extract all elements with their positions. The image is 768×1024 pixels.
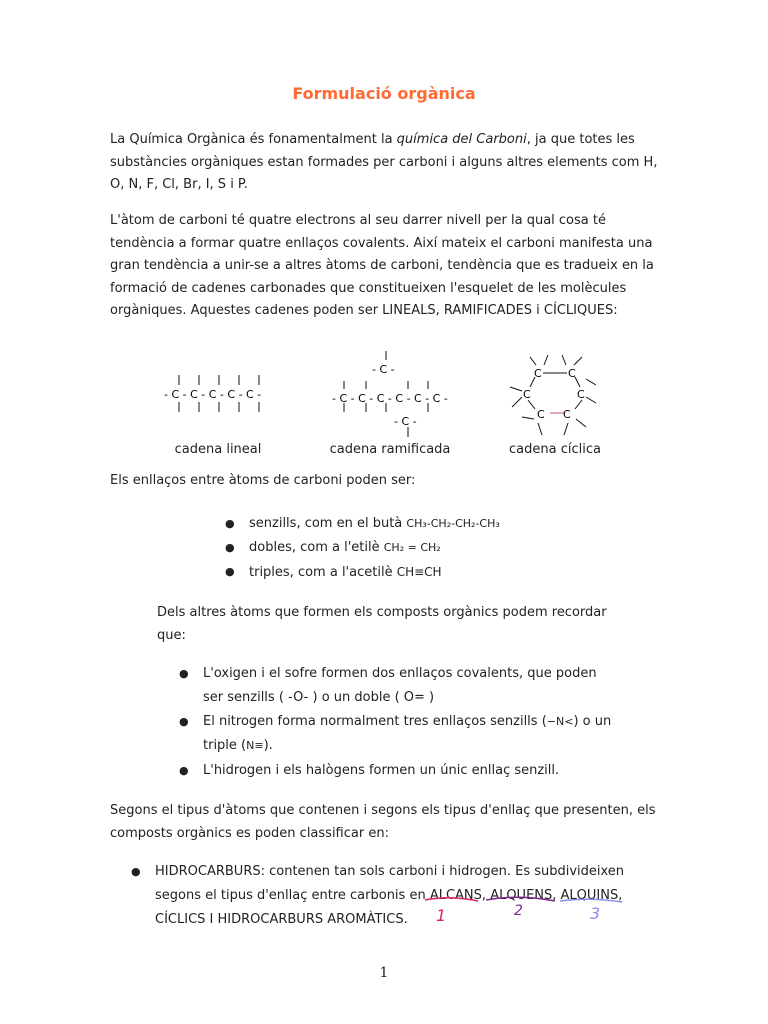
branched-chain-diagram (332, 351, 448, 437)
ring-atom-2: C (568, 367, 576, 380)
butane-formula: CH₃-CH₂-CH₂-CH₃ (406, 517, 500, 530)
branch-top: - C - (372, 363, 395, 376)
branched-formula: - C - C - C - C - C - C - (332, 392, 448, 405)
ring-atom-3: C (523, 388, 531, 401)
annotation-2: 2 (514, 903, 523, 919)
intro-text-1: La Química Orgànica és fonamentalment la (110, 132, 397, 147)
alquens-term: ALQUENS (490, 888, 553, 903)
bond-item-single: ● senzills, com en el butà CH₃-CH₂-CH₂-CH₃ (225, 516, 500, 531)
acetylene-formula: CH≡CH (396, 565, 442, 579)
bond-item-double: ● dobles, com a l'etilè CH₂ = CH₂ (225, 540, 441, 555)
bond-item-triple: ● triples, com a l'acetilè CH≡CH (225, 565, 442, 580)
classification-intro: Segons el tipus d'àtoms que contenen i segons els tipus d'enllaç que presenten, els composts orgànics es poden classificar en: (110, 803, 656, 841)
page-title: Formulació orgànica (292, 84, 476, 103)
branched-caption: cadena ramificada (329, 442, 451, 457)
ring-atom-1: C (534, 367, 542, 380)
alquens-underline (486, 897, 555, 901)
hydrocarbons-item: ● HIDROCARBURS: contenen tan sols carboni i hidrogen. Es subdivideixen segons el tipus d'enllaç entre carbonis en ALCANS, ALQUENS, ALQUINS, CÍCLICS I HIDROCARBURS AROMÀTICS. (131, 864, 625, 927)
intro-paragraph (110, 129, 670, 197)
ring-atom-5: C (537, 408, 545, 421)
other-atoms-intro: Dels altres àtoms que formen els composts orgànics podem recordar que: (157, 605, 607, 643)
cyclic-caption: cadena cíclica (509, 442, 601, 457)
alquins-underline (560, 899, 622, 902)
ring-atom-4: C (577, 388, 585, 401)
hydrogen-item: ● L'hidrogen i els halògens formen un únic enllaç senzill. (179, 763, 560, 778)
annotation-1: 1 (436, 906, 447, 925)
linear-formula: - C - C - C - C - C - (164, 388, 262, 401)
branch-bottom: - C - (394, 415, 417, 428)
bonds-intro: Els enllaços entre àtoms de carboni poden ser: (110, 473, 416, 488)
alcans-underline (425, 898, 478, 901)
handwritten-annotations (420, 895, 630, 925)
alcans-term: ALCANS (429, 888, 482, 903)
linear-caption: cadena lineal (174, 442, 262, 457)
page-number: 1 (379, 965, 389, 981)
ring-atom-6: C (563, 408, 571, 421)
nitrogen-item: ● El nitrogen forma normalment tres enllaços senzills (−N<) o un triple (N≡). (179, 714, 612, 753)
ethylene-formula: CH₂ = CH₂ (383, 541, 441, 554)
carbon-paragraph: L'àtom de carboni té quatre electrons al seu darrer nivell per la qual cosa té tendència a formar quatre enllaços covalents. Així mateix el carboni manifesta una gran tendència a unir-se a altres àtoms de carboni, tendència que es tradueix en la formació de cadenes carbonades que constitueixen l'esquelet de les molècules orgàniques. Aquestes cadenes poden ser LINEALS, RAMIFICADES i CÍCLIQUES: (110, 213, 654, 318)
alquins-term: ALQUINS (560, 888, 619, 903)
annotation-3: 3 (590, 904, 601, 923)
intro-italic: química del Carboni (396, 132, 527, 147)
chain-diagrams (150, 345, 630, 440)
oxygen-item: ● L'oxigen i el sofre formen dos enllaços covalents, que poden ser senzills ( -O- ) o un doble ( O= ) (179, 666, 597, 705)
linear-chain-diagram (164, 375, 261, 412)
cyclic-chain-diagram (510, 355, 596, 435)
intro-text-2: , ja que totes les substàncies orgàniques estan formades per carboni i alguns altres elements com H, O, N, F, Cl, Br, I, S i P. (110, 132, 658, 192)
